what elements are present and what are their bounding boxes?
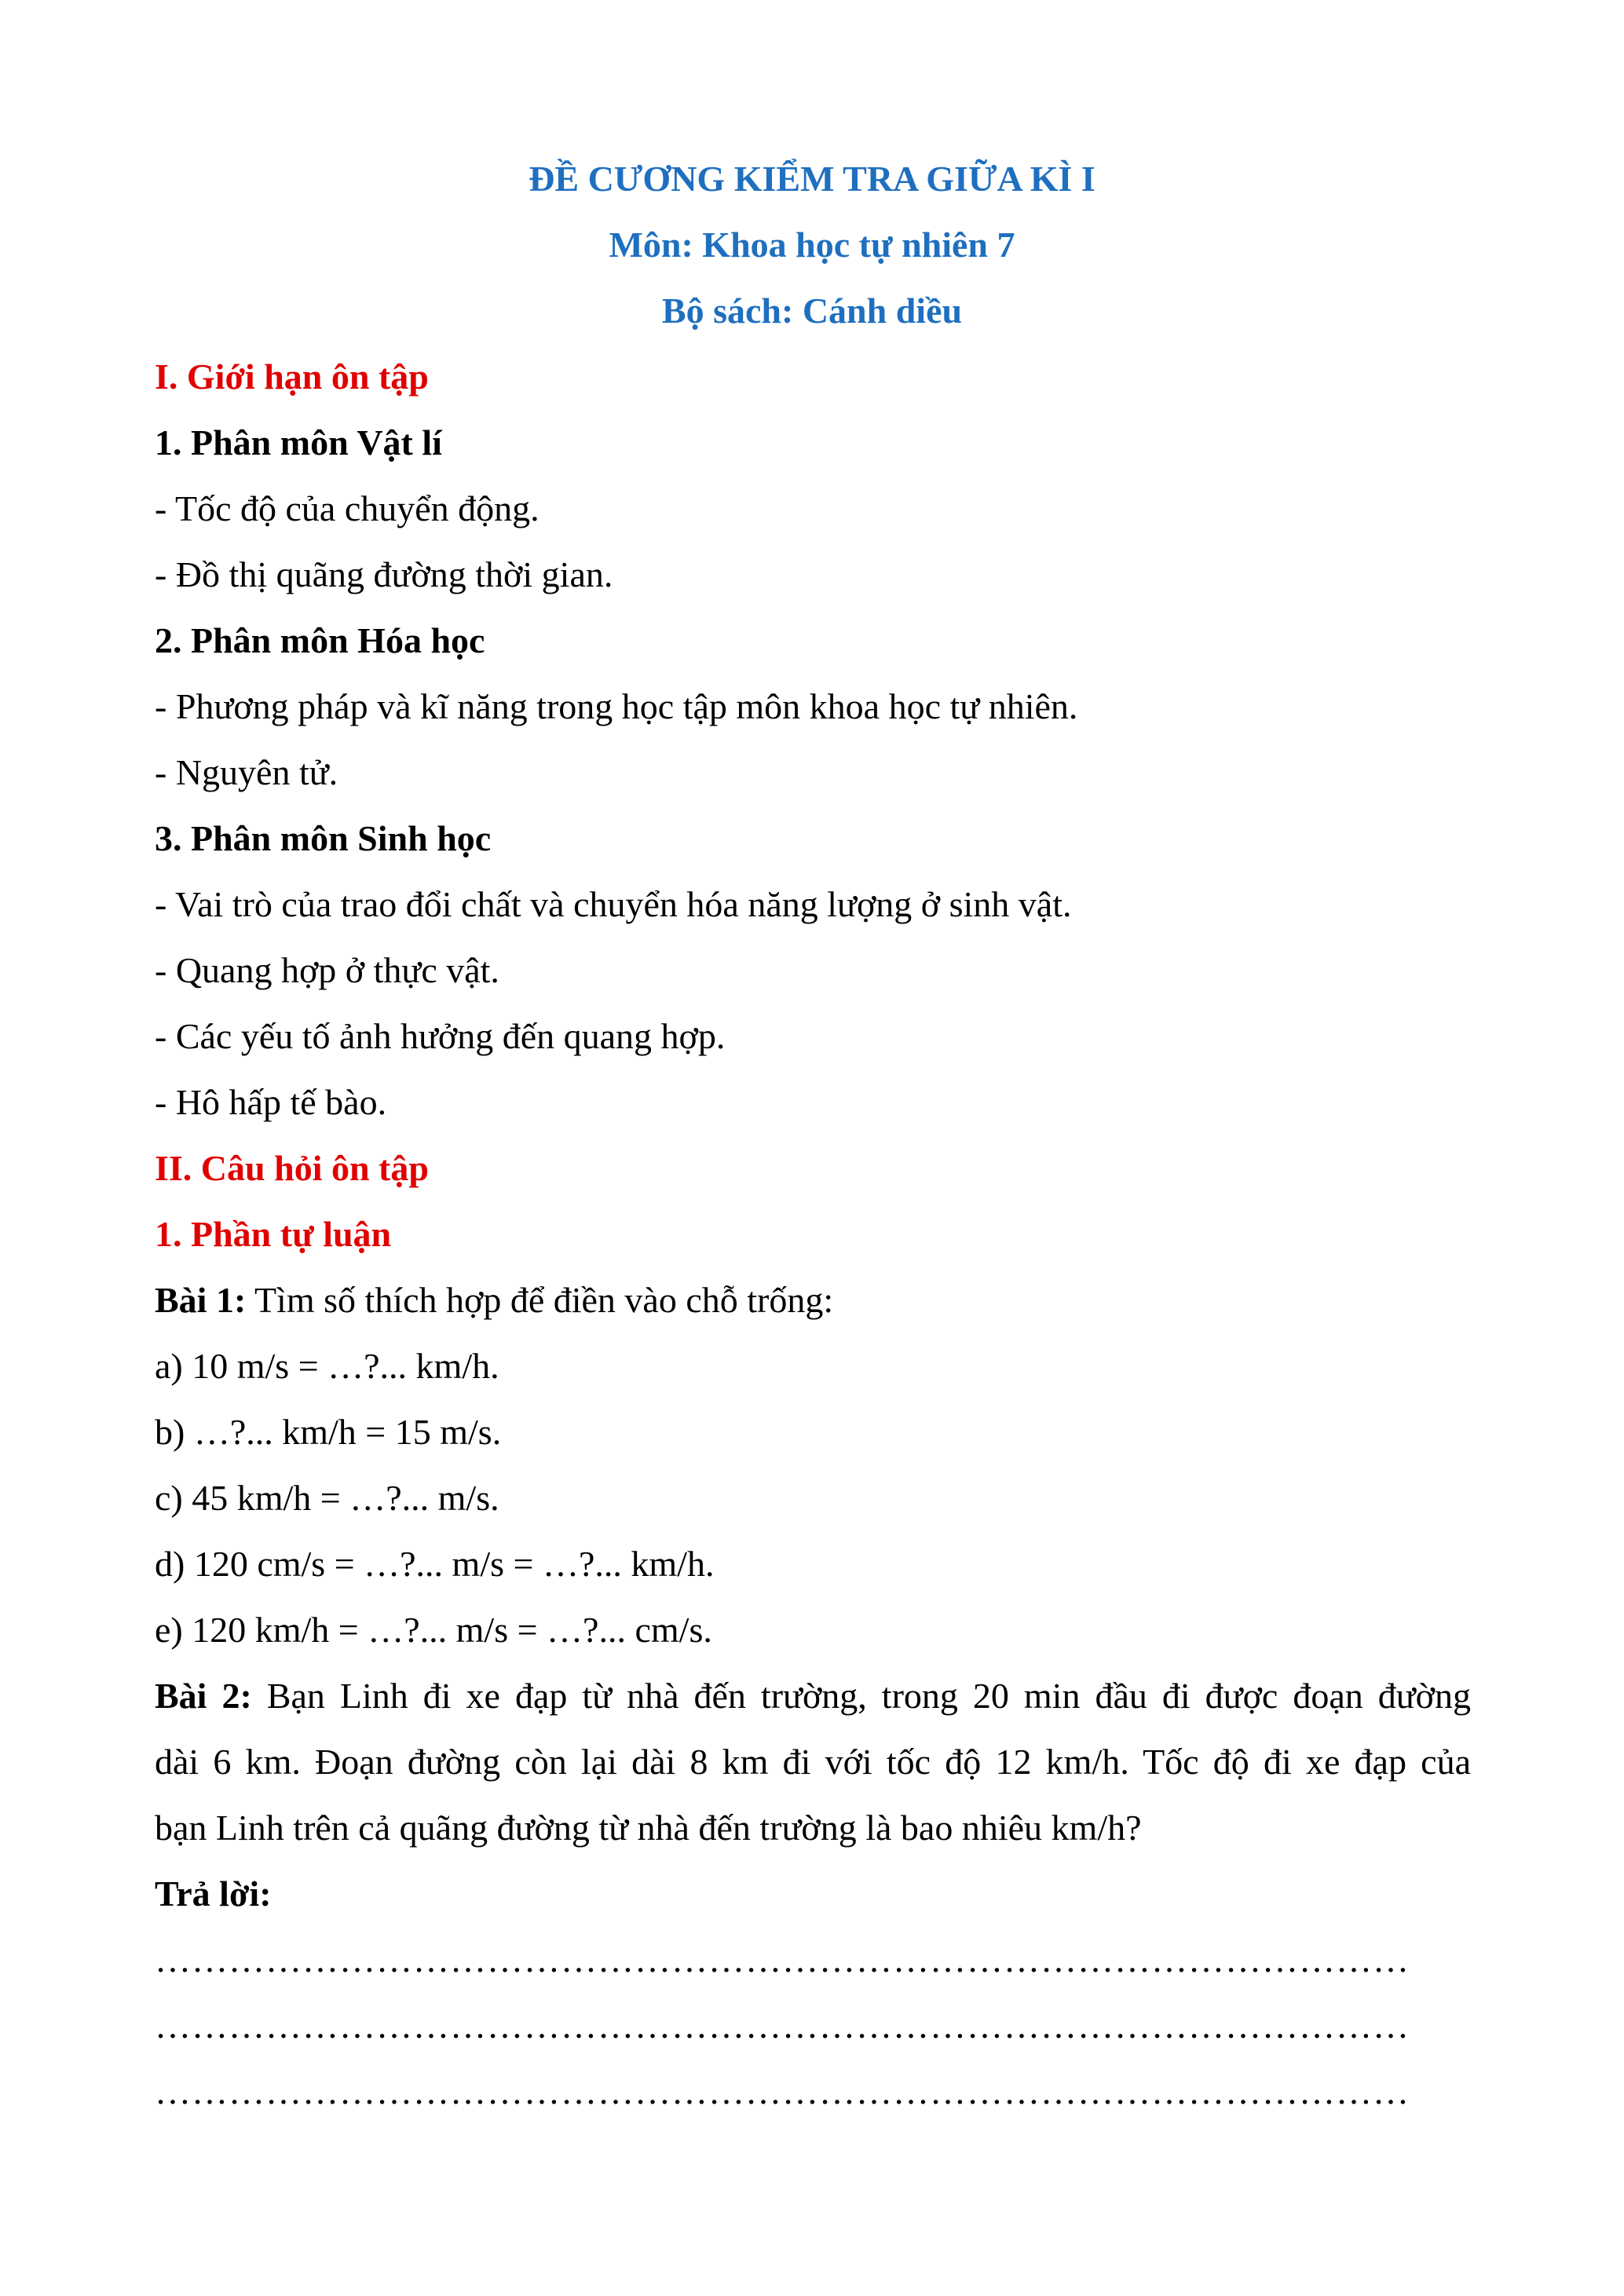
exercise-2-line-3: bạn Linh trên cả quãng đường từ nhà đến trường là bao nhiêu km/h? [155,1808,1142,1848]
biology-item-2: - Quang hợp ở thực vật. [155,950,499,990]
chemistry-item-1: - Phương pháp và kĩ năng trong học tập môn khoa học tự nhiên. [155,686,1078,726]
physics-item-2: - Đồ thị quãng đường thời gian. [155,554,613,594]
answer-line-3: ………………………………………………………………………………………… [155,2071,1410,2111]
exercise-1-item-b: b) …?... km/h = 15 m/s. [155,1412,502,1452]
exercise-2-line-2: dài 6 km. Đoạn đường còn lại dài 8 km đi với tốc độ 12 km/h. Tốc độ đi xe đạp của [155,1742,1471,1782]
essay-part-heading: 1. Phần tự luận [155,1214,392,1254]
chemistry-item-2: - Nguyên tử. [155,752,338,792]
exercise-1-item-a: a) 10 m/s = …?... km/h. [155,1346,499,1386]
section-1-heading: I. Giới hạn ôn tập [155,356,429,397]
exercise-2-text-1: Bạn Linh đi xe đạp từ nhà đến trường, trong 20 min đầu đi được đoạn đường [251,1676,1471,1716]
exercise-1-prompt [155,1278,833,1322]
document-title: ĐỀ CƯƠNG KIỂM TRA GIỮA KÌ I [529,159,1095,199]
answer-line-1: ………………………………………………………………………………………… [155,1940,1410,1980]
exercise-2-line-1 [155,1674,1471,1718]
physics-item-1: - Tốc độ của chuyển động. [155,488,540,528]
biology-item-3: - Các yếu tố ảnh hưởng đến quang hợp. [155,1016,726,1056]
exercise-1-item-d: d) 120 cm/s = …?... m/s = …?... km/h. [155,1544,715,1584]
section-2-heading: II. Câu hỏi ôn tập [155,1148,429,1188]
subject-line: Môn: Khoa học tự nhiên 7 [609,225,1015,265]
exercise-1-label: Bài 1: [155,1280,247,1320]
biology-item-1: - Vai trò của trao đổi chất và chuyển hóa năng lượng ở sinh vật. [155,884,1072,924]
biology-heading: 3. Phân môn Sinh học [155,818,492,858]
chemistry-heading: 2. Phân môn Hóa học [155,620,485,660]
book-line: Bộ sách: Cánh diều [661,291,963,331]
biology-item-4: - Hô hấp tế bào. [155,1082,387,1122]
answer-line-2: ………………………………………………………………………………………… [155,2005,1410,2046]
exercise-1-item-c: c) 45 km/h = …?... m/s. [155,1478,499,1518]
exercise-1-text: Tìm số thích hợp để điền vào chỗ trống: [246,1280,834,1320]
exercise-1-item-e: e) 120 km/h = …?... m/s = …?... cm/s. [155,1610,712,1650]
physics-heading: 1. Phân môn Vật lí [155,422,442,462]
exercise-2-label: Bài 2: [155,1676,252,1716]
answer-label: Trả lời: [155,1874,272,1914]
